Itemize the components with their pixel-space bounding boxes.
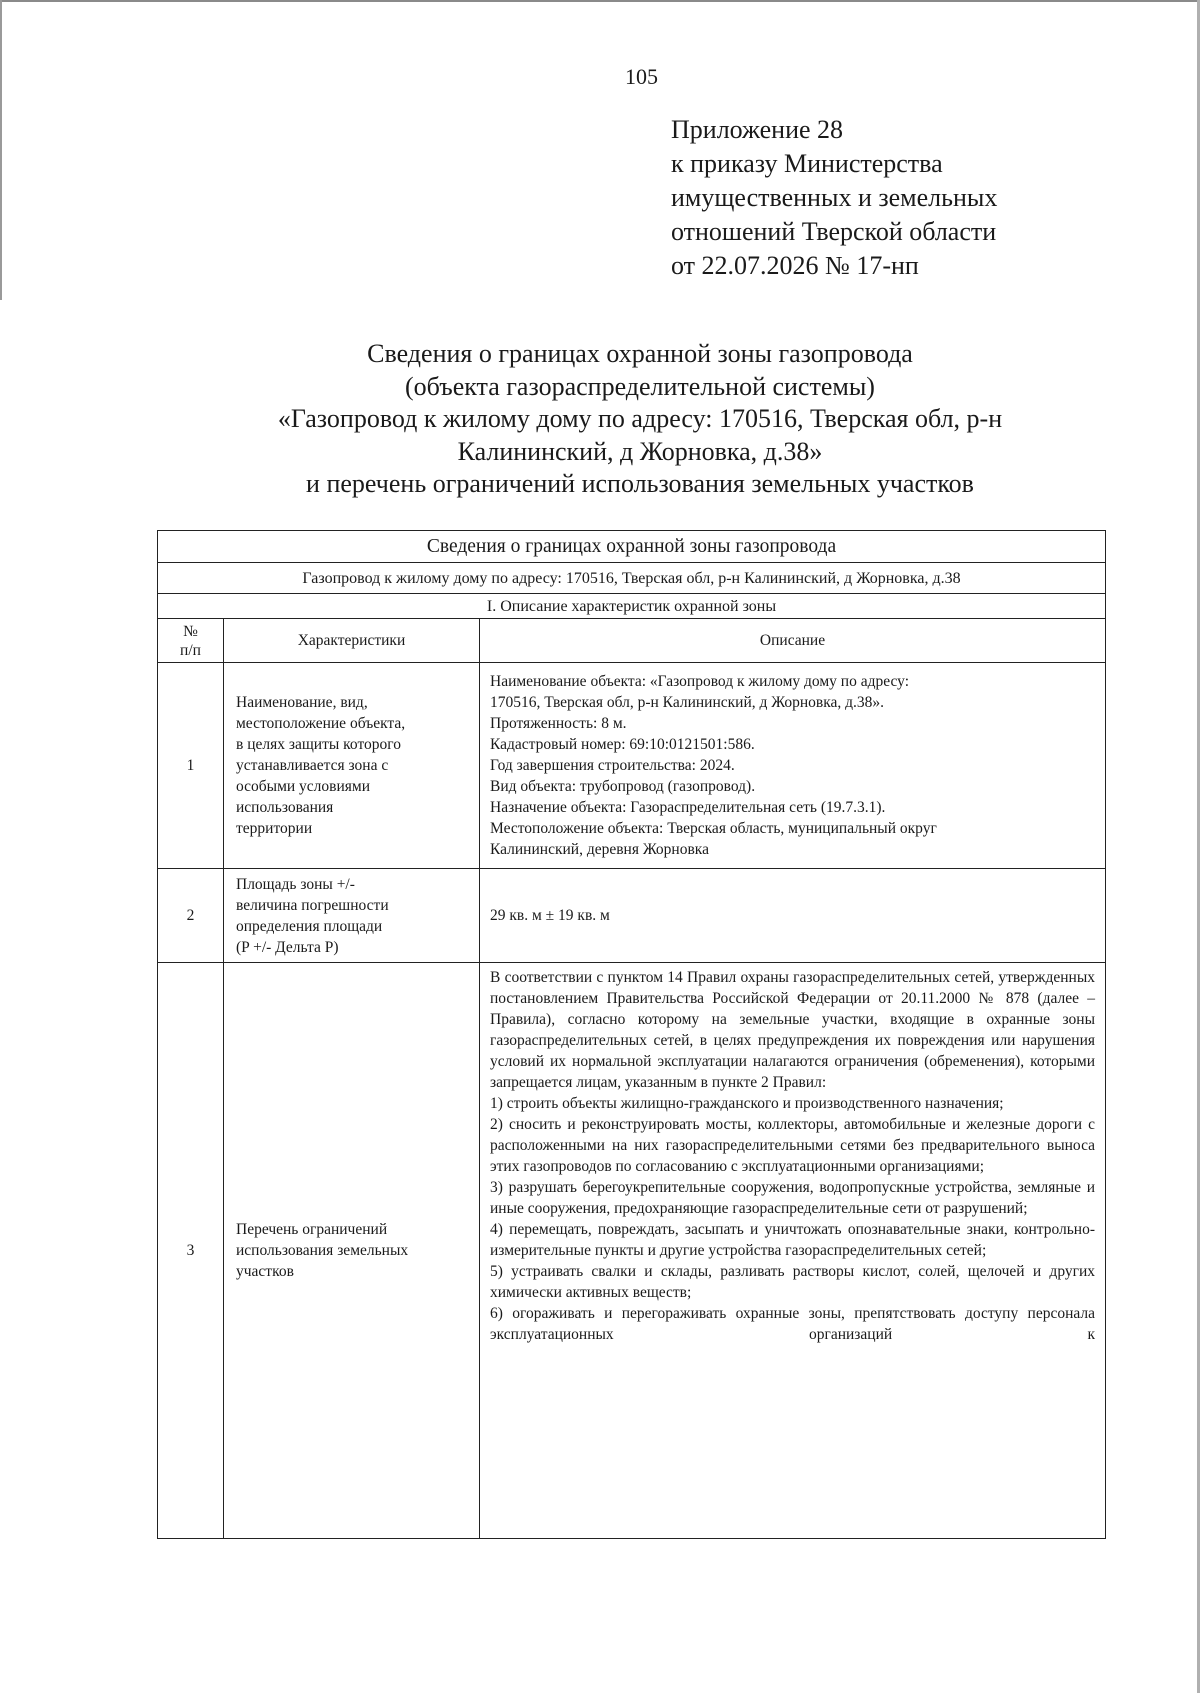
page-number: 105 <box>625 64 658 89</box>
characteristic-line: особыми условиями <box>236 778 371 795</box>
characteristic-line: в целях защиты которого <box>236 736 401 753</box>
description-line: Калининский, деревня Жорновка <box>490 841 709 858</box>
description-line: Назначение объекта: Газораспределительная сеть (19.7.3.1). <box>490 799 886 816</box>
description-line: Протяженность: 8 м. <box>490 715 627 732</box>
appendix-line: к приказу Министерства <box>671 149 943 178</box>
column-header-description: Описание <box>480 619 1106 663</box>
appendix-block <box>671 113 997 283</box>
row-characteristic <box>224 663 480 869</box>
description-line: Наименование объекта: «Газопровод к жилому дому по адресу: <box>490 673 910 690</box>
characteristic-line: величина погрешности <box>236 896 389 914</box>
table-object-name: Газопровод к жилому дому по адресу: 170516, Тверская обл, р-н Калининский, д Жорновка, д.38 <box>158 563 1106 594</box>
description-paragraph: 1) строить объекты жилищно-гражданского и производственного назначения; <box>490 1095 1004 1112</box>
description-line: Год завершения строительства: 2024. <box>490 757 735 774</box>
characteristic-line: Наименование, вид, <box>236 694 368 711</box>
scan-edge-top <box>0 0 1200 2</box>
description-paragraph-truncated: 6) огораживать и перегораживать охранные зоны, препятствовать доступу персонала эксплуатационных организаций к <box>490 1305 1096 1343</box>
title-line: (объекта газораспределительной системы) <box>405 371 875 401</box>
description-line: Местоположение объекта: Тверская область, муниципальный округ <box>490 820 937 837</box>
column-header-number-line1: № <box>183 622 198 640</box>
row-characteristic <box>224 963 480 1539</box>
description-line: 170516, Тверская обл, р-н Калининский, д Жорновка, д.38». <box>490 694 885 711</box>
column-header-number <box>158 619 224 663</box>
row-number: 1 <box>158 663 224 869</box>
zone-info-table <box>157 530 1106 1539</box>
table-row <box>158 963 1106 1539</box>
table-header-title: Сведения о границах охранной зоны газопровода <box>158 531 1106 563</box>
description-paragraph: 2) сносить и реконструировать мосты, коллекторы, автомобильные и железные дороги с расположенными на них газораспределительными сетями без предварительного выноса этих газопроводов по согласованию с эксплуатационными организациями; <box>490 1116 1096 1175</box>
characteristic-line: территории <box>236 820 313 837</box>
characteristic-line: Перечень ограничений <box>236 1221 388 1238</box>
table-section-title: I. Описание характеристик охранной зоны <box>158 594 1106 619</box>
characteristic-line: участков <box>236 1263 294 1280</box>
row-number: 2 <box>158 869 224 963</box>
characteristic-line: определения площади <box>236 917 383 935</box>
table-row <box>158 869 1106 963</box>
description-paragraph: В соответствии с пунктом 14 Правил охраны газораспределительных сетей, утвержденных постановлением Правительства Российской Федерации от 20.11.2000 № 878 (далее – Правила), согласно которому на земельные участки, входящие в охранные зоны газораспределительных сетей, в целях предупреждения их повреждения или нарушения условий их нормальной эксплуатации налагаются ограничения (обременения), которыми запрещается лицам, указанным в пункте 2 Правил: <box>490 969 1096 1091</box>
row-characteristic <box>224 869 480 963</box>
title-line: и перечень ограничений использования земельных участков <box>306 469 974 498</box>
table-row <box>158 663 1106 869</box>
characteristic-line: использования <box>236 799 334 816</box>
scan-edge-left <box>0 0 2 300</box>
column-header-characteristics: Характеристики <box>224 619 480 663</box>
characteristic-line: устанавливается зона с <box>236 757 389 774</box>
appendix-line: Приложение 28 <box>671 115 844 144</box>
characteristic-line: местоположение объекта, <box>236 715 406 732</box>
description-line: Кадастровый номер: 69:10:0121501:586. <box>490 736 755 753</box>
column-header-number-line2: п/п <box>180 641 201 659</box>
title-line: Калининский, д Жорновка, д.38» <box>457 436 823 466</box>
characteristic-line: (P +/- Дельта P) <box>236 938 339 956</box>
description-paragraph: 3) разрушать берегоукрепительные сооружения, водопропускные устройства, земляные и иные сооружения, предохраняющие газораспределительные сети от разрушений; <box>490 1179 1096 1217</box>
appendix-line: имущественных и земельных <box>671 183 998 212</box>
document-title <box>160 338 1120 501</box>
characteristic-line: использования земельных <box>236 1242 409 1259</box>
title-line: «Газопровод к жилому дому по адресу: 170516, Тверская обл, р-н <box>277 404 1003 433</box>
description-paragraph: 4) перемещать, повреждать, засыпать и уничтожать опознавательные знаки, контрольно-измерительные пункты и другие устройства газораспределительных сетей; <box>490 1221 1096 1259</box>
description-line: Вид объекта: трубопровод (газопровод). <box>490 778 756 795</box>
row-description <box>480 663 1106 869</box>
characteristic-line: Площадь зоны +/- <box>236 875 355 893</box>
appendix-line: отношений Тверской области <box>671 217 997 246</box>
row-description: 29 кв. м ± 19 кв. м <box>480 869 1106 963</box>
row-description <box>480 963 1106 1539</box>
table-column-headers <box>158 619 1106 663</box>
description-paragraph: 5) устраивать свалки и склады, разливать растворы кислот, солей, щелочей и других химически активных веществ; <box>490 1263 1096 1301</box>
row-number: 3 <box>158 963 224 1539</box>
appendix-line: от 22.07.2026 № 17-нп <box>671 251 919 280</box>
title-line: Сведения о границах охранной зоны газопровода <box>367 339 913 368</box>
